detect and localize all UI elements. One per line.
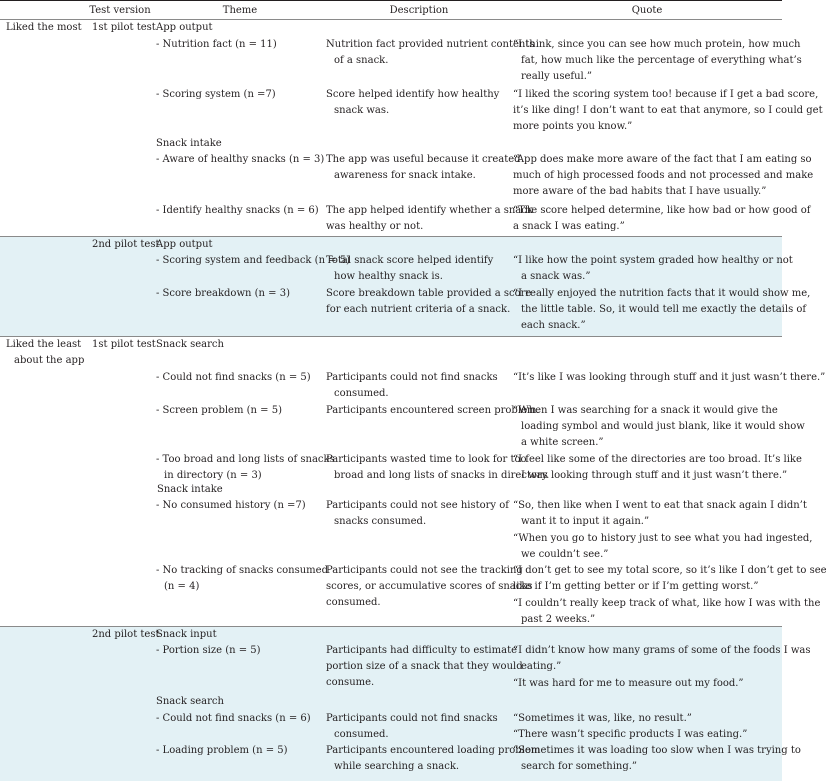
theme-cell [156, 203, 319, 219]
quote-cell [513, 531, 812, 563]
text-line: each snack.” [521, 320, 586, 331]
text-line: awareness for snack intake. [334, 170, 476, 181]
description-cell [326, 711, 498, 743]
theme-cell [156, 403, 282, 419]
text-line: more points you know.” [513, 121, 633, 132]
header-theme: Theme [222, 5, 258, 16]
text-line: - Aware of healthy snacks (n = 3) [156, 154, 325, 165]
version-2nd-most: 2nd pilot test [92, 239, 160, 250]
text-line: - Portion size (n = 5) [156, 645, 261, 656]
header-quote: Quote [631, 5, 663, 16]
text-line: “I don’t get to see my total score, so it’s like I don’t get to see [513, 565, 827, 576]
text-line: Participants wasted time to look for too [326, 454, 527, 465]
text-line: a white screen.” [521, 437, 604, 448]
text-line: “App does make more aware of the fact that I am eating so [513, 154, 812, 165]
quote-cell [513, 452, 802, 484]
text-line: how healthy snack is. [334, 271, 443, 282]
quote-cell [513, 676, 744, 692]
text-line: - Too broad and long lists of snacks [156, 454, 335, 465]
theme-cell [156, 87, 276, 103]
text-line: much of high processed foods and not processed and make [513, 170, 814, 181]
text-line: snacks consumed. [334, 516, 427, 527]
version-2nd-least: 2nd pilot test [92, 629, 160, 640]
text-line: consumed. [326, 597, 381, 608]
description-cell [326, 403, 540, 419]
text-line: - No tracking of snacks consumed [156, 565, 328, 576]
text-line: for each nutrient criteria of a snack. [326, 304, 511, 315]
text-line: consumed. [334, 729, 389, 740]
text-line: it’s like ding! I don’t want to eat that anymore, so I could get [513, 105, 823, 116]
description-cell [326, 203, 533, 235]
quote-cell [513, 403, 805, 451]
theme-cell [156, 370, 311, 386]
text-line: Participants encountered loading problem [326, 745, 541, 756]
text-line: Participants could not find snacks [326, 372, 498, 383]
text-line: scores, or accumulative scores of snacks [326, 581, 533, 592]
description-cell [326, 563, 533, 611]
text-line: I was looking through stuff and it just wasn’t there.” [521, 470, 788, 481]
text-line: - Screen problem (n = 5) [156, 405, 282, 416]
text-line: “When I was searching for a snack it would give the [513, 405, 778, 416]
description-cell [326, 87, 499, 119]
text-line: - Score breakdown (n = 3) [156, 288, 290, 299]
text-line: “I liked the scoring system too! because if I get a bad score, [513, 89, 819, 100]
text-line: - Scoring system (n =7) [156, 89, 276, 100]
subhead-snack-intake: Snack intake [156, 138, 222, 149]
text-line: broad and long lists of snacks in directory. [334, 470, 550, 481]
section-liked-least [6, 337, 84, 369]
text-line: in directory (n = 3) [164, 470, 262, 481]
quote-cell [513, 286, 810, 334]
text-line: - Could not find snacks (n = 5) [156, 372, 311, 383]
text-line: while searching a snack. [334, 761, 460, 772]
theme-cell [156, 498, 306, 514]
text-line: Participants could not find snacks [326, 713, 498, 724]
text-line: the little table. So, it would tell me exactly the details of [521, 304, 807, 315]
header-test-version: Test version [89, 5, 151, 16]
text-line: “I like how the point system graded how healthy or not [513, 255, 793, 266]
text-line: Liked the least [6, 339, 82, 350]
text-line: Participants encountered screen problem. [326, 405, 540, 416]
text-line: a snack I was eating.” [513, 221, 625, 232]
text-line: - Loading problem (n = 5) [156, 745, 288, 756]
text-line: “I couldn’t really keep track of what, like how I was with the [513, 598, 821, 609]
text-line: Liked the most [6, 22, 82, 33]
section-liked-most [6, 20, 82, 36]
description-cell [326, 498, 509, 530]
text-line: of a snack. [334, 55, 389, 66]
quote-cell [513, 37, 802, 85]
version-1st-least: 1st pilot test [92, 339, 156, 350]
text-line: was healthy or not. [326, 221, 424, 232]
text-line: - No consumed history (n =7) [156, 500, 306, 511]
quote-cell [513, 87, 823, 135]
text-line: (n = 4) [164, 581, 200, 592]
quote-cell [513, 711, 692, 727]
quote-cell [513, 596, 820, 628]
quote-cell [513, 498, 807, 530]
quote-cell [513, 370, 825, 386]
text-line: “When you go to history just to see what you had ingested, [513, 533, 813, 544]
text-line: more aware of the bad habits that I have usually.” [513, 186, 767, 197]
theme-cell [156, 253, 350, 269]
text-line: “The score helped determine, like how bad or how good of [513, 205, 811, 216]
text-line: “I didn’t know how many grams of some of the foods I was [513, 645, 811, 656]
text-line: portion size of a snack that they would [326, 661, 523, 672]
text-line: The app was useful because it created [326, 154, 521, 165]
theme-cell [156, 37, 277, 53]
text-line: - Nutrition fact (n = 11) [156, 39, 277, 50]
text-line: - Identify healthy snacks (n = 6) [156, 205, 319, 216]
text-line: consume. [326, 677, 375, 688]
text-line: about the app [14, 355, 85, 366]
text-line: want it to input it again.” [521, 516, 650, 527]
subhead-app-output-2: App output [156, 239, 213, 250]
text-line: “There wasn’t specific products I was eating.” [513, 729, 748, 740]
text-line: like if I’m getting better or if I’m getting worst.” [513, 581, 759, 592]
text-line: we couldn’t see.” [521, 549, 609, 560]
description-cell [326, 152, 521, 184]
text-line: Nutrition fact provided nutrient contents [326, 39, 535, 50]
text-line: fat, how much like the percentage of everything what’s [521, 55, 802, 66]
theme-cell [156, 452, 335, 484]
theme-cell [156, 643, 261, 659]
quote-cell [513, 743, 801, 775]
text-line: The app helped identify whether a snack [326, 205, 533, 216]
text-line: Participants could not see the tracking [326, 565, 523, 576]
quote-cell [513, 253, 793, 285]
text-line: “Sometimes it was loading too slow when I was trying to [513, 745, 801, 756]
description-cell [326, 37, 534, 69]
text-line: “It was hard for me to measure out my food.” [513, 678, 744, 689]
text-line: loading symbol and would just blank, like it would show [521, 421, 805, 432]
text-line: - Scoring system and feedback (n = 5) [156, 255, 351, 266]
quote-cell [513, 727, 747, 743]
text-line: snack was. [334, 105, 390, 116]
text-line: eating.” [521, 661, 562, 672]
description-cell [326, 643, 523, 691]
text-line: “I really enjoyed the nutrition facts that it would show me, [513, 288, 811, 299]
text-line: Score helped identify how healthy [326, 89, 500, 100]
text-line: Participants could not see history of [326, 500, 509, 511]
theme-cell [156, 743, 288, 759]
text-line: “I think, since you can see how much protein, how much [513, 39, 801, 50]
text-line: search for something.” [521, 761, 638, 772]
text-line: Participants had difficulty to estimate [326, 645, 518, 656]
text-line: “So, then like when I went to eat that snack again I didn’t [513, 500, 807, 511]
subhead-snack-input: Snack input [156, 629, 217, 640]
text-line: consumed. [334, 388, 389, 399]
text-line: “Sometimes it was, like, no result.” [513, 713, 692, 724]
description-cell [326, 286, 531, 318]
theme-cell [156, 563, 328, 595]
quote-cell [513, 203, 810, 235]
text-line: Total snack score helped identify [326, 255, 494, 266]
subhead-app-output: App output [156, 22, 213, 33]
top-rule [0, 0, 782, 1]
text-line: - Could not find snacks (n = 6) [156, 713, 311, 724]
description-cell [326, 370, 498, 402]
subhead-snack-search: Snack search [156, 339, 224, 350]
text-line: a snack was.” [521, 271, 591, 282]
theme-cell [156, 286, 290, 302]
theme-cell [156, 711, 311, 727]
quote-cell [513, 563, 827, 595]
text-line: really useful.” [521, 71, 593, 82]
theme-cell [156, 152, 324, 168]
header-description: Description [389, 5, 449, 16]
subhead-snack-search-2: Snack search [156, 696, 224, 707]
version-1st-most: 1st pilot test [92, 22, 156, 33]
quote-cell [513, 643, 811, 675]
quote-cell [513, 152, 813, 200]
text-line: “It’s like I was looking through stuff and it just wasn’t there.” [513, 372, 826, 383]
subhead-snack-intake-2: Snack intake [157, 484, 223, 495]
text-line: Score breakdown table provided a score [326, 288, 532, 299]
description-cell [326, 743, 540, 775]
text-line: “I feel like some of the directories are too broad. It’s like [513, 454, 802, 465]
text-line: past 2 weeks.” [521, 614, 596, 625]
description-cell [326, 253, 493, 285]
